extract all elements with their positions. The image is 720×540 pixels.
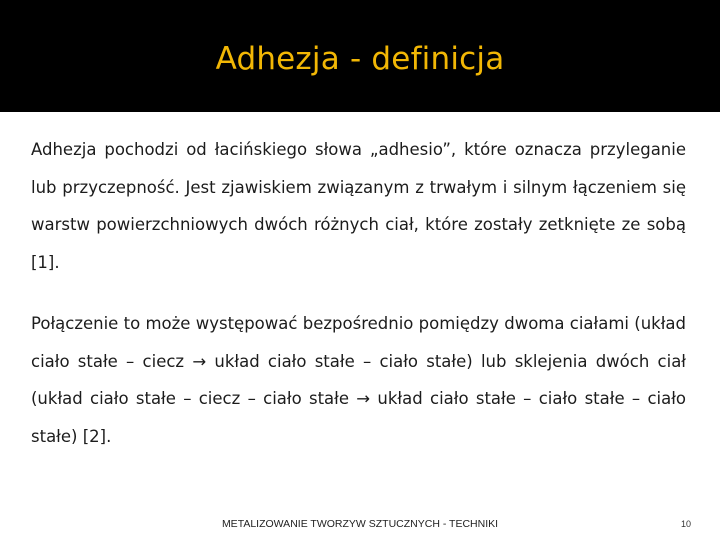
page-number: 10 (681, 519, 692, 529)
paragraph-connection: Połączenie to może występować bezpośrednio pomiędzy dwoma ciałami (układ ciało stałe – ciecz → układ ciało stałe – ciało stałe) lub sklejenia dwóch ciał (układ ciało stałe – ciecz – ciało stałe → układ ciało stałe – ciało stałe – ciało stałe) [2]. (31, 314, 686, 446)
title-bar (0, 0, 720, 112)
paragraph-definition: Adhezja pochodzi od łacińskiego słowa „adhesio”, które oznacza przyleganie lub przyczepność. Jest zjawiskiem związanym z trwałym i silnym łączeniem się warstw powierzchniowych dwóch różnych ciał, które zostały zetknięte ze sobą [1]. (31, 140, 686, 272)
slide-body (31, 131, 686, 455)
slide-footer: METALIZOWANIE TWORZYW SZTUCZNYCH - TECHNIKI (221, 518, 499, 530)
slide-title: Adhezja - definicja (215, 41, 505, 77)
